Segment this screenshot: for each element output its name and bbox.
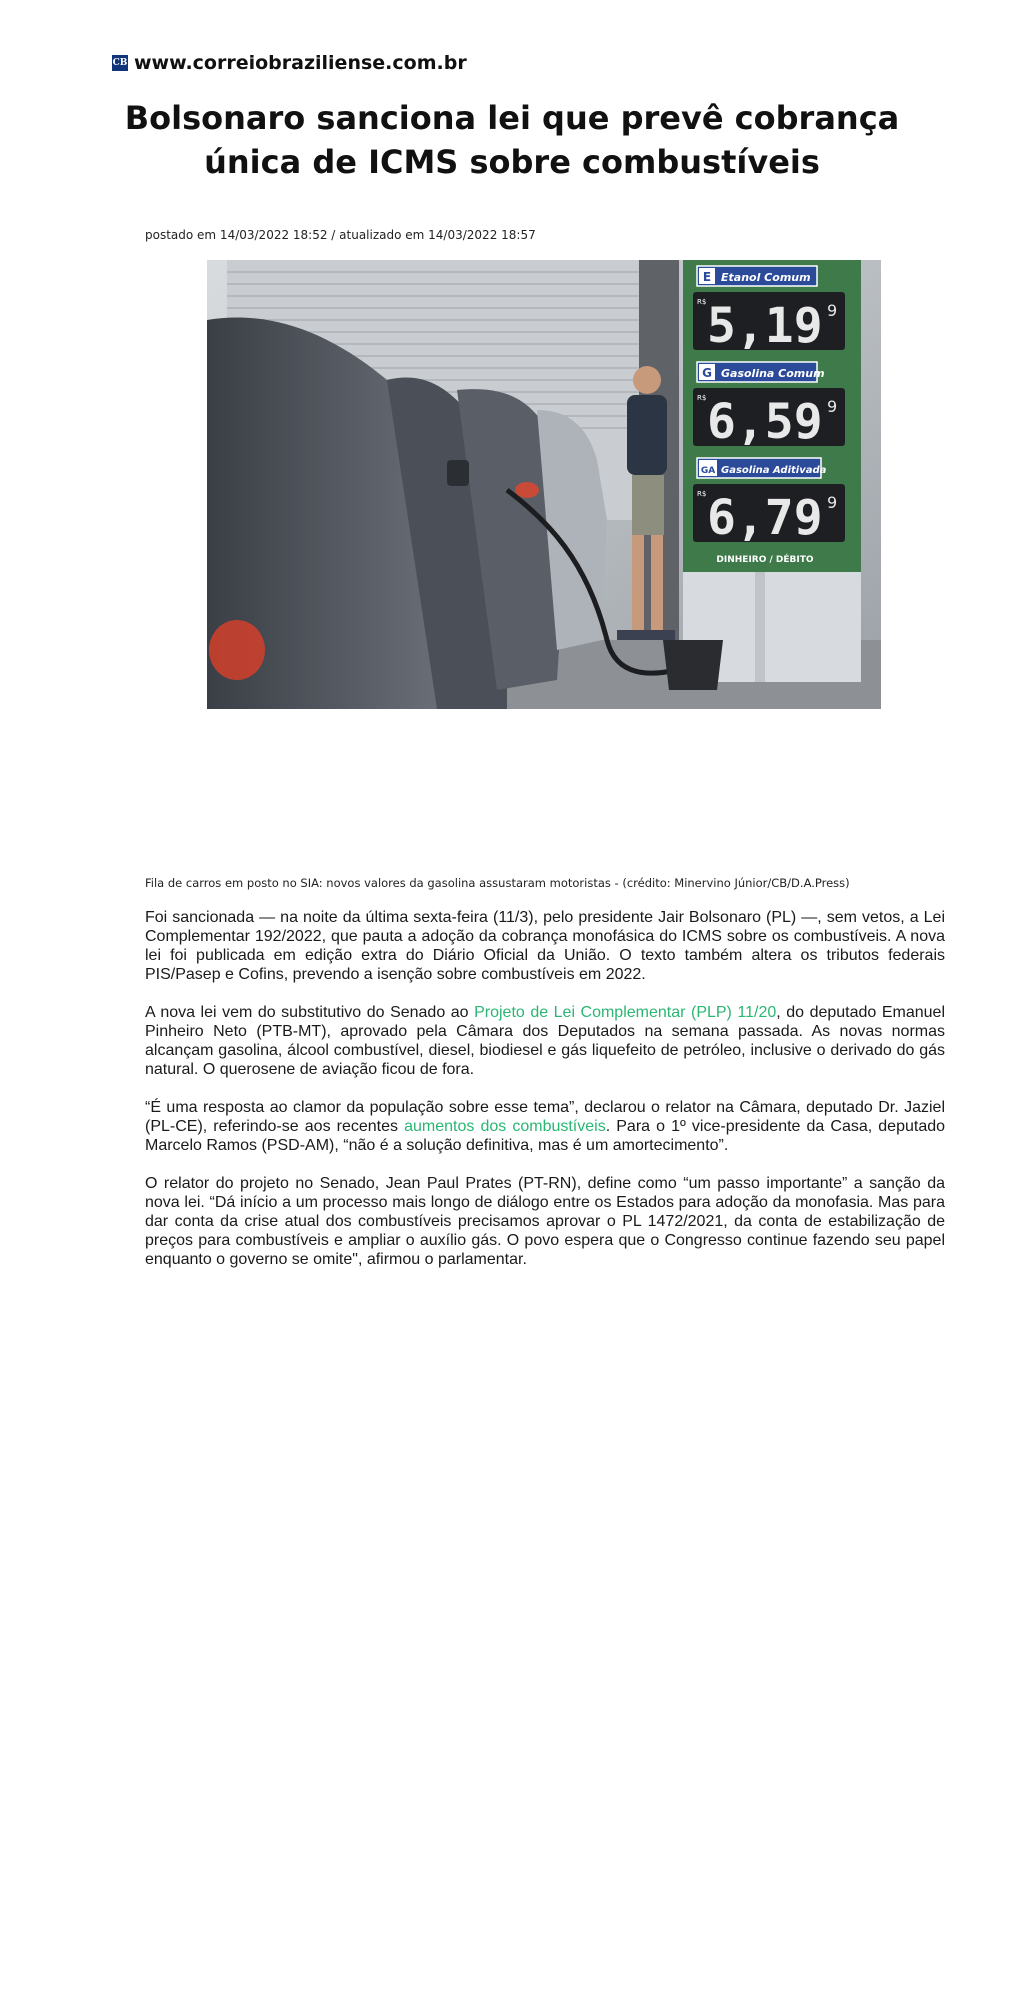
plp-11-20-link[interactable]: Projeto de Lei Complementar (PLP) 11/20 bbox=[474, 1004, 777, 1021]
article-title: Bolsonaro sanciona lei que prevê cobrança única de ICMS sobre combustíveis bbox=[124, 99, 900, 181]
paragraph-2 bbox=[145, 1003, 945, 1079]
gasoline-currency: R$ bbox=[697, 394, 707, 402]
article-photo bbox=[207, 260, 881, 709]
ethanol-letter: E bbox=[702, 270, 712, 284]
sign-footer: DINHEIRO / DÉBITO bbox=[716, 555, 814, 565]
ethanol-currency: R$ bbox=[697, 298, 707, 306]
additive-price: 6,79 bbox=[707, 490, 823, 546]
article-dateline: postado em 14/03/2022 18:52 / atualizado em 14/03/2022 18:57 bbox=[145, 228, 536, 242]
paragraph-3-text-end: . Para o 1º vice-presidente da Casa, deputado Marcelo Ramos (PSD-AM), “não é a solução definitiva, mas é um amortecimento”. bbox=[145, 1118, 946, 1154]
additive-currency: R$ bbox=[697, 490, 707, 498]
gasoline-fraction: 9 bbox=[827, 397, 838, 416]
gasoline-letter: G bbox=[702, 366, 712, 380]
paragraph-3-text: “É uma resposta ao clamor da população sobre esse tema”, declarou o relator na Câmara, deputado Dr. Jaziel (PL-CE), referindo-se aos recentes bbox=[145, 1099, 945, 1135]
ethanol-fraction: 9 bbox=[827, 301, 838, 320]
paragraph-4: O relator do projeto no Senado, Jean Paul Prates (PT-RN), define como “um passo importante” a sanção da nova lei. “Dá início a um processo mais longo de diálogo entre os Estados para adoção da monofasia. Mas para dar conta da crise atual dos combustíveis precisamos aprovar o PL 1472/2021, da conta de estabilização de preços para combustíveis e ampliar o auxílio gás. O povo espera que o Congresso continue fazendo seu papel enquanto o governo se omite", afirmou o parlamentar. bbox=[145, 1175, 945, 1268]
site-logo[interactable]: CB bbox=[112, 55, 128, 71]
photo-caption: Fila de carros em posto no SIA: novos valores da gasolina assustaram motoristas - (crédito: Minervino Júnior/CB/D.A.Press) bbox=[145, 876, 850, 890]
ethanol-price: 5,19 bbox=[707, 298, 823, 354]
paragraph-2-text-end: , do deputado Emanuel Pinheiro Neto (PTB-MT), aprovado pela Câmara dos Deputados na semana passada. As novas normas alcançam gasolina, álcool combustível, diesel, biodiesel e gás liquefeito de petróleo, inclusive o derivado do gás natural. O querosene de aviação ficou de fora. bbox=[145, 1004, 945, 1078]
paragraph-3 bbox=[145, 1098, 945, 1155]
additive-letter: GA bbox=[700, 466, 716, 476]
additive-label: Gasolina Aditivada bbox=[721, 465, 827, 476]
paragraph-2-text: A nova lei vem do substitutivo do Senado ao bbox=[145, 1004, 475, 1021]
site-header bbox=[112, 52, 467, 74]
gasoline-price: 6,59 bbox=[707, 394, 823, 450]
fuel-increase-link[interactable]: aumentos dos combustíveis bbox=[404, 1118, 606, 1135]
additive-fraction: 9 bbox=[827, 493, 838, 512]
fuel-price-sign bbox=[683, 260, 861, 682]
ethanol-label: Etanol Comum bbox=[721, 271, 811, 284]
gasoline-label: Gasolina Comum bbox=[721, 367, 825, 380]
article-body bbox=[145, 908, 945, 1288]
paragraph-1: Foi sancionada — na noite da última sexta-feira (11/3), pelo presidente Jair Bolsonaro (PL) —, sem vetos, a Lei Complementar 192/2022, que pauta a adoção da cobrança monofásica do ICMS sobre os combustíveis. A nova lei foi publicada em edição extra do Diário Oficial da União. O texto também altera os tributos federais PIS/Pasep e Cofins, prevendo a isenção sobre combustíveis em 2022. bbox=[145, 909, 945, 983]
site-url-link[interactable]: www.correiobraziliense.com.br bbox=[134, 52, 467, 74]
